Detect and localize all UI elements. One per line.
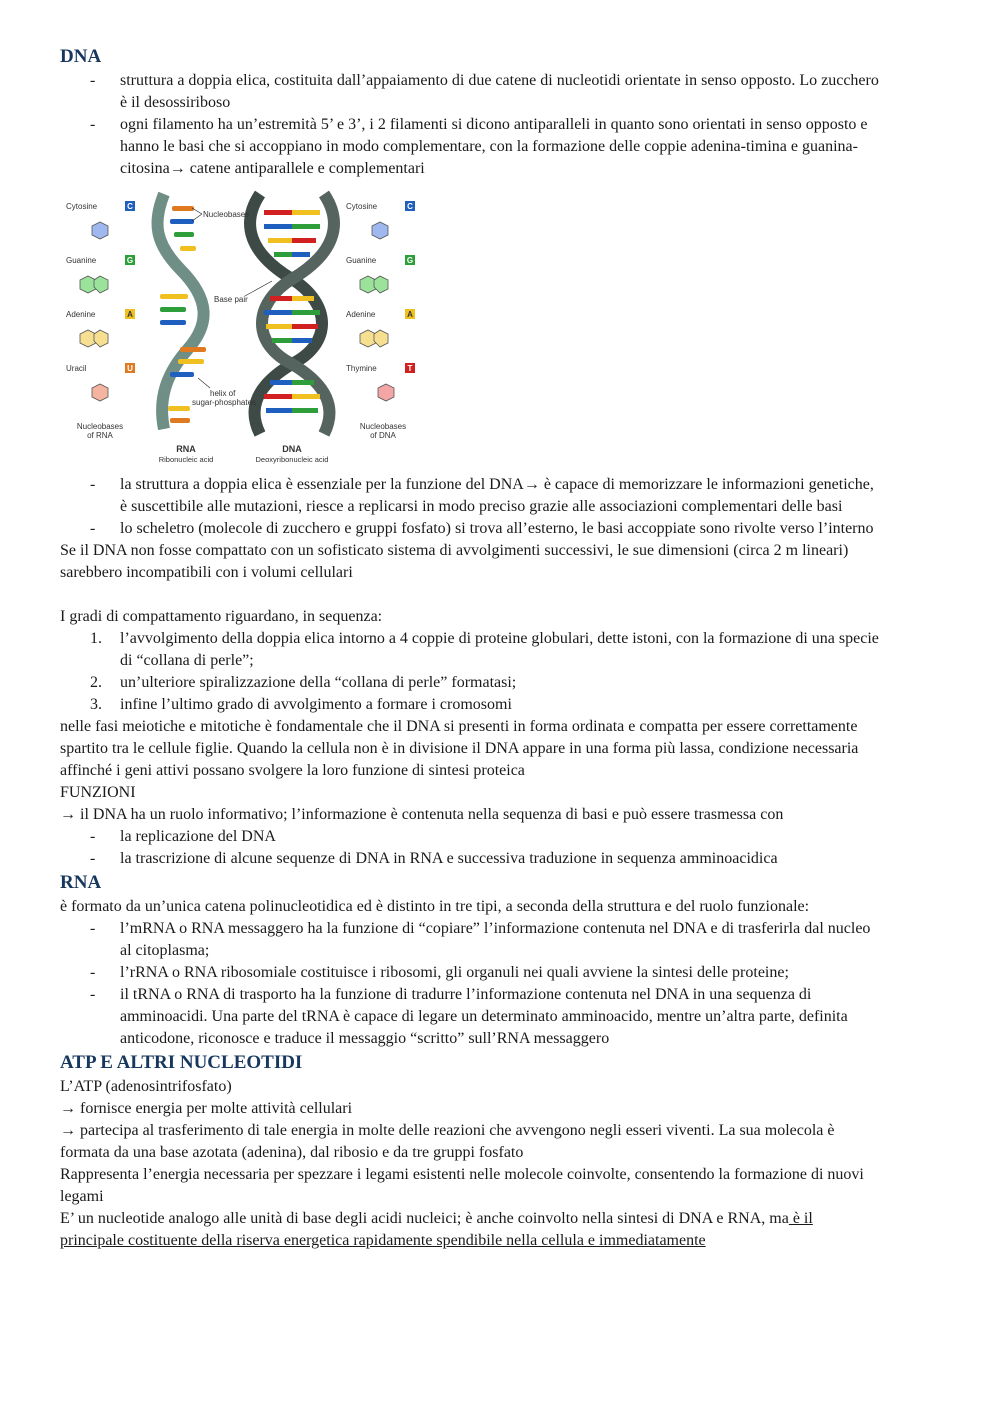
rna-dna-diagram — [60, 184, 430, 474]
right-base-letter-icons — [405, 201, 415, 373]
paragraph: nelle fasi meiotiche e mitotiche è fondamentale che il DNA si presenti in forma ordinata e compatta per essere correttamente spartito tra le cellule figlie. Quando la cellula non è in divisione il DNA appare in una forma più lassa, condizione necessaria affinché i geni attivi possano svolgere la loro funzione di sintesi proteica — [60, 718, 859, 779]
numbered-item — [60, 694, 880, 716]
list-item-text: il tRNA o RNA di trasporto ha la funzione di tradurre l’informazione contenuta nel DNA in una sequenza di amminoacidi. Una parte del tRNA è capace di legare un determinato amminoacido, mentre un’altra parte, definita anticodone, riconosce e traduce il messaggio “scritto” sull’RNA messaggero — [120, 986, 848, 1047]
list-item — [60, 984, 880, 1050]
base-letter: T — [407, 364, 413, 373]
list-item-text: la replicazione del DNA — [120, 828, 276, 845]
document-page — [60, 44, 880, 1252]
bullet-marker: - — [90, 964, 96, 981]
base-pair-annotation: Base pair — [214, 295, 248, 304]
list-item — [60, 114, 880, 180]
heading-rna: RNA — [60, 872, 102, 893]
list-item-text: la struttura a doppia elica è essenziale per la funzione del DNA→ è capace di memorizzare le informazioni genetiche, è suscettibile alle mutazioni, riesce a replicarsi in modo preciso grazie alle associazioni complementari delle basi — [120, 476, 874, 515]
list-item — [60, 848, 880, 870]
list-item — [60, 474, 880, 518]
dna-subtitle: Deoxyribonucleic acid — [255, 455, 329, 464]
left-base-label: Cytosine — [66, 202, 98, 211]
bullet-marker: - — [90, 72, 96, 89]
paragraph: → il DNA ha un ruolo informativo; l’informazione è contenuta nella sequenza di basi e può essere trasmessa con — [60, 806, 784, 823]
heading-dna: DNA — [60, 46, 102, 67]
left-base-label: Guanine — [66, 256, 97, 265]
numbered-item-text: un’ulteriore spiralizzazione della “collana di perle” formatasi; — [120, 674, 517, 691]
list-item — [60, 962, 880, 984]
number-marker: 3. — [90, 696, 102, 713]
paragraph: → partecipa al trasferimento di tale energia in molte delle reazioni che avvengono negli esseri viventi. La sua molecola è formata da una base azotata (adenina), dal ribosio e da tre gruppi fosfato — [60, 1122, 835, 1161]
left-base-label: Uracil — [66, 364, 87, 373]
number-marker: 1. — [90, 630, 102, 647]
base-letter: A — [407, 310, 413, 319]
base-letter: A — [127, 310, 133, 319]
right-base-label: Adenine — [346, 310, 376, 319]
dna-helix — [250, 194, 334, 434]
dna-title: DNA — [282, 444, 302, 454]
list-item-text: struttura a doppia elica, costituita dall’appaiamento di due catene di nucleotidi orientate in senso opposto. Lo zucchero è il desossiriboso — [120, 72, 879, 111]
rna-title: RNA — [176, 444, 196, 454]
rna-subtitle: Ribonucleic acid — [158, 455, 214, 464]
left-base-label: Adenine — [66, 310, 96, 319]
paragraph-text: E’ un nucleotide analogo alle unità di base degli acidi nucleici; è anche coinvolto nella sintesi di DNA e RNA, ma — [60, 1210, 789, 1227]
list-item-text: la trascrizione di alcune sequenze di DNA in RNA e successiva traduzione in sequenza amminoacidica — [120, 850, 778, 867]
bullet-marker: - — [90, 520, 96, 537]
number-marker: 2. — [90, 674, 102, 691]
paragraph: L’ATP (adenosintrifosfato) — [60, 1078, 232, 1095]
paragraph: Se il DNA non fosse compattato con un sofisticato sistema di avvolgimenti successivi, le sue dimensioni (circa 2 m lineari) sarebbero incompatibili con i volumi cellulari — [60, 542, 849, 581]
heading-atp: ATP E ALTRI NUCLEOTIDI — [60, 1052, 303, 1073]
base-letter: G — [126, 256, 134, 265]
paragraph: → fornisce energia per molte attività cellulari — [60, 1100, 353, 1117]
right-base-label: Guanine — [346, 256, 377, 265]
list-item — [60, 826, 880, 848]
right-caption: Nucleobases — [359, 422, 407, 431]
subheading-funzioni: FUNZIONI — [60, 784, 136, 801]
bullet-marker: - — [90, 850, 96, 867]
right-base-label: Thymine — [346, 364, 377, 373]
list-item-text: lo scheletro (molecole di zucchero e gruppi fosfato) si trova all’esterno, le basi accoppiate sono rivolte verso l’interno — [120, 520, 874, 537]
base-letter: U — [127, 364, 133, 373]
list-item — [60, 70, 880, 114]
left-base-letter-icons — [125, 201, 135, 373]
helix-annotation: sugar-phosphates — [192, 398, 257, 407]
base-letter: C — [127, 202, 133, 211]
helix-annotation: helix of — [210, 389, 236, 398]
bullet-marker: - — [90, 116, 96, 133]
bullet-marker: - — [90, 920, 96, 937]
numbered-item — [60, 628, 880, 672]
list-item — [60, 918, 880, 962]
paragraph: I gradi di compattamento riguardano, in sequenza: — [60, 608, 383, 625]
numbered-item-text: l’avvolgimento della doppia elica intorno a 4 coppie di proteine globulari, dette istoni, con la formazione di una specie di “collana di perle”; — [120, 630, 879, 669]
numbered-item — [60, 672, 880, 694]
left-caption: Nucleobases — [76, 422, 124, 431]
paragraph — [60, 1208, 880, 1252]
nucleobases-annotation: Nucleobases — [203, 210, 250, 219]
bullet-marker: - — [90, 476, 96, 493]
base-letter: G — [406, 256, 414, 265]
numbered-item-text: infine l’ultimo grado di avvolgimento a formare i cromosomi — [120, 696, 512, 713]
rna-helix — [157, 194, 206, 429]
rna-dna-figure — [60, 184, 880, 474]
list-item-text: ogni filamento ha un’estremità 5’ e 3’, i 2 filamenti si dicono antiparalleli in quanto sono orientati in senso opposto e hanno le basi che si accoppiano in modo complementare, con la formazione delle coppie adenina-timina e guanina-citosina→ catene antiparallele e complementari — [120, 116, 868, 177]
right-base-label: Cytosine — [346, 202, 378, 211]
underlined-text: è il principale costituente della riserva energetica rapidamente spendibile nella cellula e immediatamente — [60, 1210, 813, 1249]
left-caption: of RNA — [87, 431, 113, 440]
paragraph: è formato da un’unica catena polinucleotidica ed è distinto in tre tipi, a seconda della struttura e del ruolo funzionale: — [60, 898, 810, 915]
right-caption: of DNA — [370, 431, 396, 440]
list-item-text: l’mRNA o RNA messaggero ha la funzione di “copiare” l’informazione contenuta nel DNA e di trasferirla dal nucleo al citoplasma; — [120, 920, 871, 959]
list-item — [60, 518, 880, 540]
blank-line — [60, 584, 880, 606]
list-item-text: l’rRNA o RNA ribosomiale costituisce i ribosomi, gli organuli nei quali avviene la sintesi delle proteine; — [120, 964, 789, 981]
base-letter: C — [407, 202, 413, 211]
bullet-marker: - — [90, 986, 96, 1003]
bullet-marker: - — [90, 828, 96, 845]
paragraph: Rappresenta l’energia necessaria per spezzare i legami esistenti nelle molecole coinvolte, consentendo la formazione di nuovi legami — [60, 1166, 864, 1205]
